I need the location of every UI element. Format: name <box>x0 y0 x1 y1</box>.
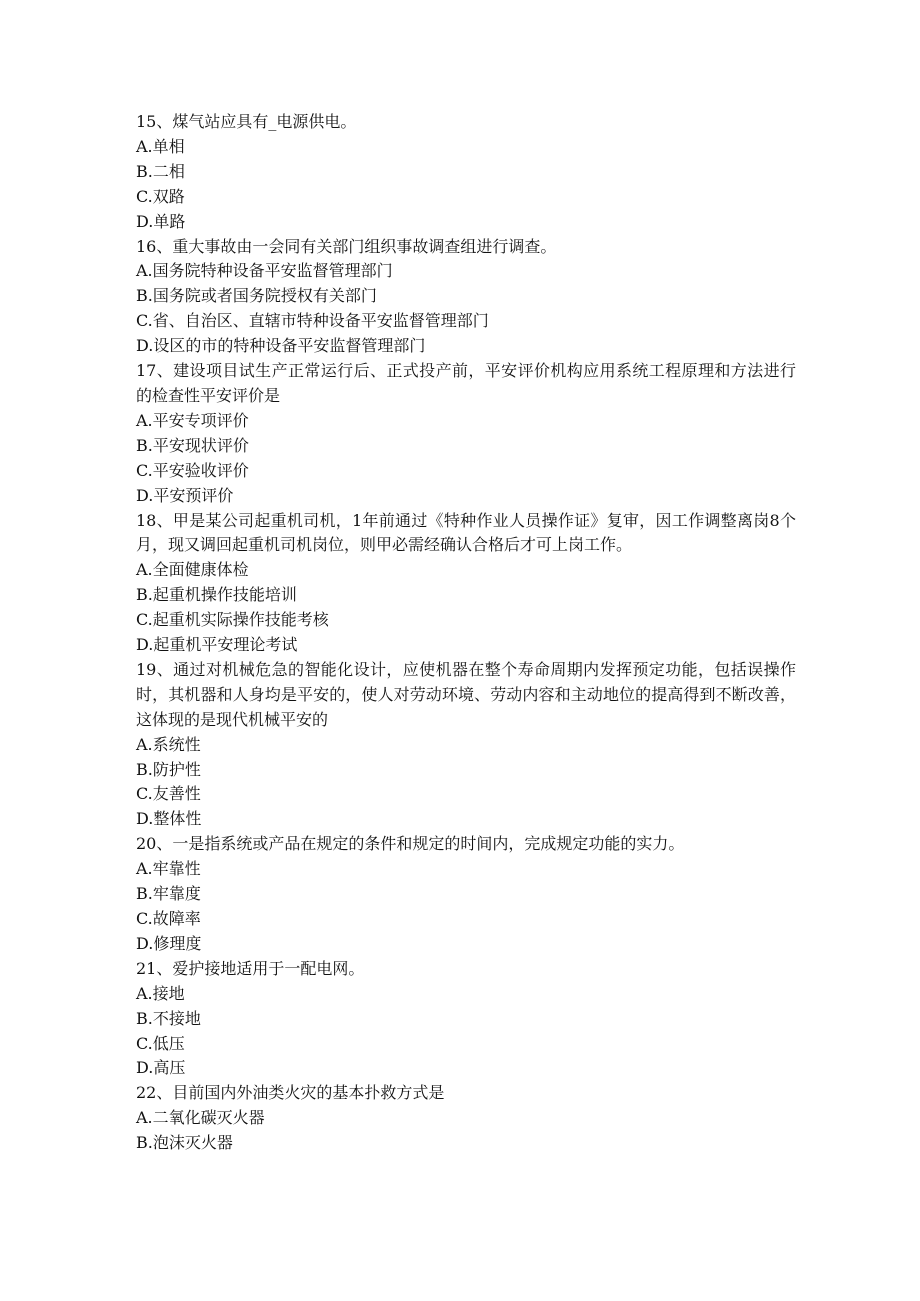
option-a: A.国务院特种设备平安监督管理部门 <box>136 261 393 281</box>
document-body <box>136 110 796 1156</box>
question-17 <box>136 359 796 508</box>
option-d: D.设区的市的特种设备平安监督管理部门 <box>136 336 426 356</box>
option-a: A.全面健康体检 <box>136 560 249 580</box>
option-a: A.接地 <box>136 983 185 1003</box>
option-d: D.高压 <box>136 1058 186 1078</box>
option-d: D.修理度 <box>136 933 202 953</box>
option-b: B.二相 <box>136 161 185 181</box>
option-c: C.低压 <box>136 1033 185 1053</box>
question-stem: 16、重大事故由一会同有关部门组织事故调查组进行调查。 <box>136 236 557 256</box>
question-stem: 18、甲是某公司起重机司机，1年前通过《特种作业人员操作证》复审，因工作调整离岗8个月，现又调回起重机司机岗位，则甲必需经确认合格后才可上岗工作。 <box>136 510 796 555</box>
option-a: A.牢靠性 <box>136 859 201 879</box>
question-stem: 22、目前国内外油类火灾的基本扑救方式是 <box>136 1083 445 1103</box>
option-b: B.防护性 <box>136 759 201 779</box>
question-stem: 20、一是指系统或产品在规定的条件和规定的时间内，完成规定功能的实力。 <box>136 834 685 854</box>
option-c: C.平安验收评价 <box>136 460 249 480</box>
question-22 <box>136 1081 796 1156</box>
option-c: C.友善性 <box>136 784 201 804</box>
option-a: A.单相 <box>136 136 185 156</box>
option-b: B.国务院或者国务院授权有关部门 <box>136 286 377 306</box>
option-d: D.起重机平安理论考试 <box>136 635 298 655</box>
option-b: B.泡沫灭火器 <box>136 1133 233 1153</box>
question-20 <box>136 832 796 957</box>
option-b: B.平安现状评价 <box>136 435 249 455</box>
question-stem: 19、通过对机械危急的智能化设计，应使机器在整个寿命周期内发挥预定功能，包括误操作时，其机器和人身均是平安的，使人对劳动环境、劳动内容和主动地位的提高得到不断改善，这体现的是现代机械平安的 <box>136 659 796 729</box>
option-c: C.起重机实际操作技能考核 <box>136 610 329 630</box>
option-b: B.不接地 <box>136 1008 201 1028</box>
option-d: D.整体性 <box>136 809 202 829</box>
option-c: C.故障率 <box>136 909 201 928</box>
option-d: D.单路 <box>136 211 186 231</box>
option-b: B.起重机操作技能培训 <box>136 585 297 605</box>
question-21 <box>136 957 796 1082</box>
question-18 <box>136 509 796 658</box>
option-a: A.平安专项评价 <box>136 410 249 430</box>
question-stem: 21、爱护接地适用于一配电网。 <box>136 958 365 978</box>
option-a: A.系统性 <box>136 734 201 754</box>
option-b: B.牢靠度 <box>136 884 201 904</box>
question-stem: 15、煤气站应具有_电源供电。 <box>136 112 357 131</box>
question-stem: 17、建设项目试生产正常运行后、正式投产前，平安评价机构应用系统工程原理和方法进行的检查性平安评价是 <box>136 361 796 405</box>
option-d: D.平安预评价 <box>136 485 234 505</box>
question-15 <box>136 110 796 235</box>
option-c: C.双路 <box>136 186 185 206</box>
option-c: C.省、自治区、直辖市特种设备平安监督管理部门 <box>136 311 489 331</box>
option-a: A.二氧化碳灭火器 <box>136 1108 265 1128</box>
question-16 <box>136 235 796 360</box>
question-19 <box>136 658 796 832</box>
